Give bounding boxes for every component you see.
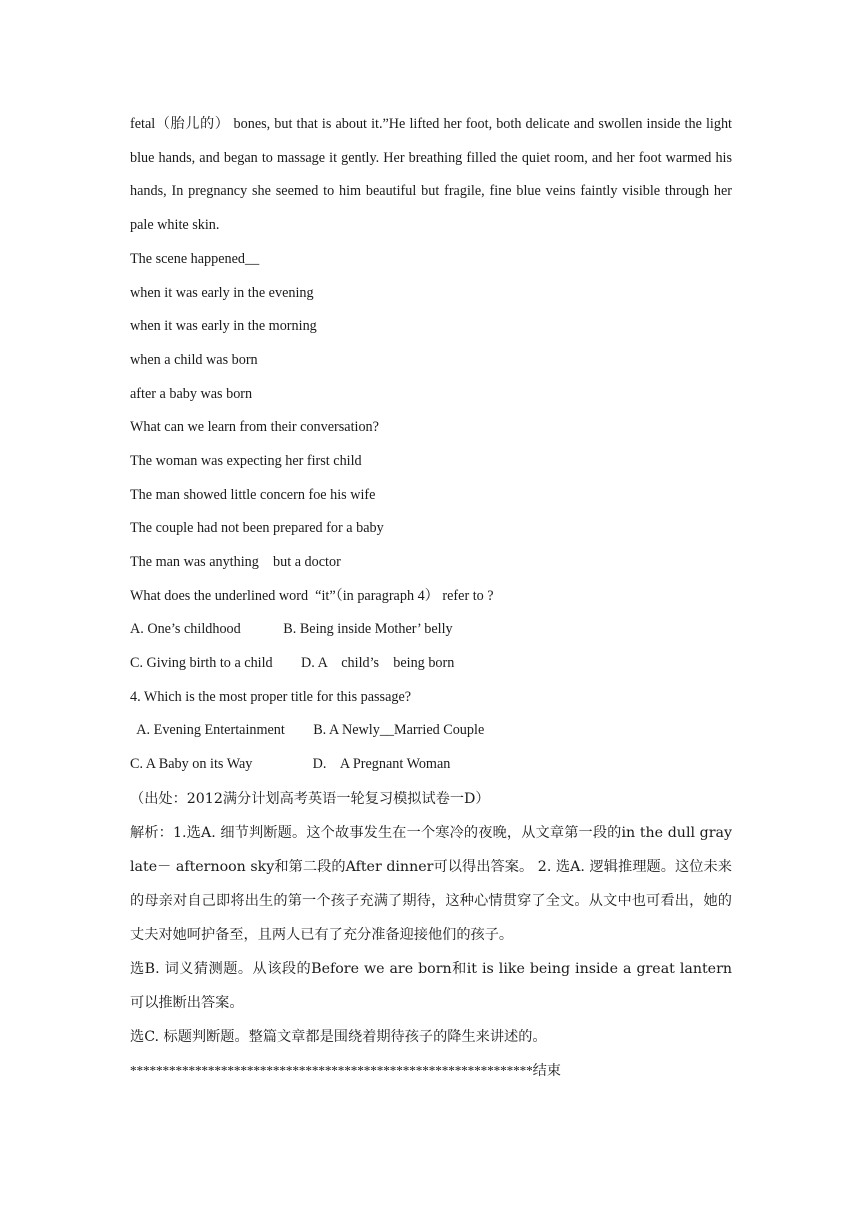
question-4-stem: 4. Which is the most proper title for this passage? xyxy=(130,688,412,705)
question-1-option-d: after a baby was born xyxy=(130,385,253,402)
document-page xyxy=(130,108,732,1088)
question-1-option-b: when it was early in the morning xyxy=(130,318,317,335)
source-note: （出处：2012满分计划高考英语一轮复习模拟试卷一D） xyxy=(130,790,490,807)
question-2-option-d: The man was anything but a doctor xyxy=(130,554,341,570)
question-1-option-a: when it was early in the evening xyxy=(130,284,314,301)
analysis-paragraph-2: 选B. 词义猜测题。从该段的Before we are born和it is like being inside a great lantern可以推断出答案。 xyxy=(130,960,732,1011)
question-1-option-c: when a child was born xyxy=(130,351,258,368)
analysis-paragraph-3: 选C. 标题判断题。整篇文章都是围绕着期待孩子的降生来讲述的。 xyxy=(130,1028,547,1045)
question-2-option-a: The woman was expecting her first child xyxy=(130,452,362,469)
question-1-stem: The scene happened__ xyxy=(130,250,260,267)
question-2-option-b: The man showed little concern foe his wife xyxy=(130,486,376,503)
end-divider xyxy=(130,1054,732,1088)
analysis-paragraph-1: 解析：1.选A. 细节判断题。这个故事发生在一个寒冷的夜晚，从文章第一段的in the dull gray late－ afternoon sky和第二段的After dinner可以得出答案。 2. 选A. 逻辑推理题。这位未来的母亲对自己即将出生的第一个孩子充满了期待，这种心情贯穿了全文。从文中也可看出，她的丈夫对她呵护备至，且两人已有了充分准备迎接他们的孩子。 xyxy=(130,824,732,943)
question-3-options-ab: A. One’s childhood B. Being inside Mother’ belly xyxy=(130,621,453,638)
divider-stars: ************************************************************** xyxy=(130,1062,533,1078)
passage-paragraph: fetal（胎儿的） bones, but that is about it.”He lifted her foot, both delicate and swollen inside the light blue hands, and began to massage it gently. Her breathing filled the quiet room, and her foot warmed his hands, In pregnancy she seemed to him beautiful but fragile, fine blue veins faintly visible through her pale white skin. xyxy=(130,116,732,234)
question-2-option-c: The couple had not been prepared for a baby xyxy=(130,520,384,537)
end-label: 结束 xyxy=(532,1062,561,1079)
question-4-options-ab: A. Evening Entertainment B. A Newly__Married Couple xyxy=(130,722,485,739)
question-2-stem: What can we learn from their conversation? xyxy=(130,419,379,436)
question-4-options-cd: C. A Baby on its Way D. A Pregnant Woman xyxy=(130,756,451,773)
question-3-options-cd: C. Giving birth to a child D. A child’s being born xyxy=(130,655,455,672)
question-3-stem: What does the underlined word “it”（in paragraph 4） refer to ? xyxy=(130,587,494,604)
